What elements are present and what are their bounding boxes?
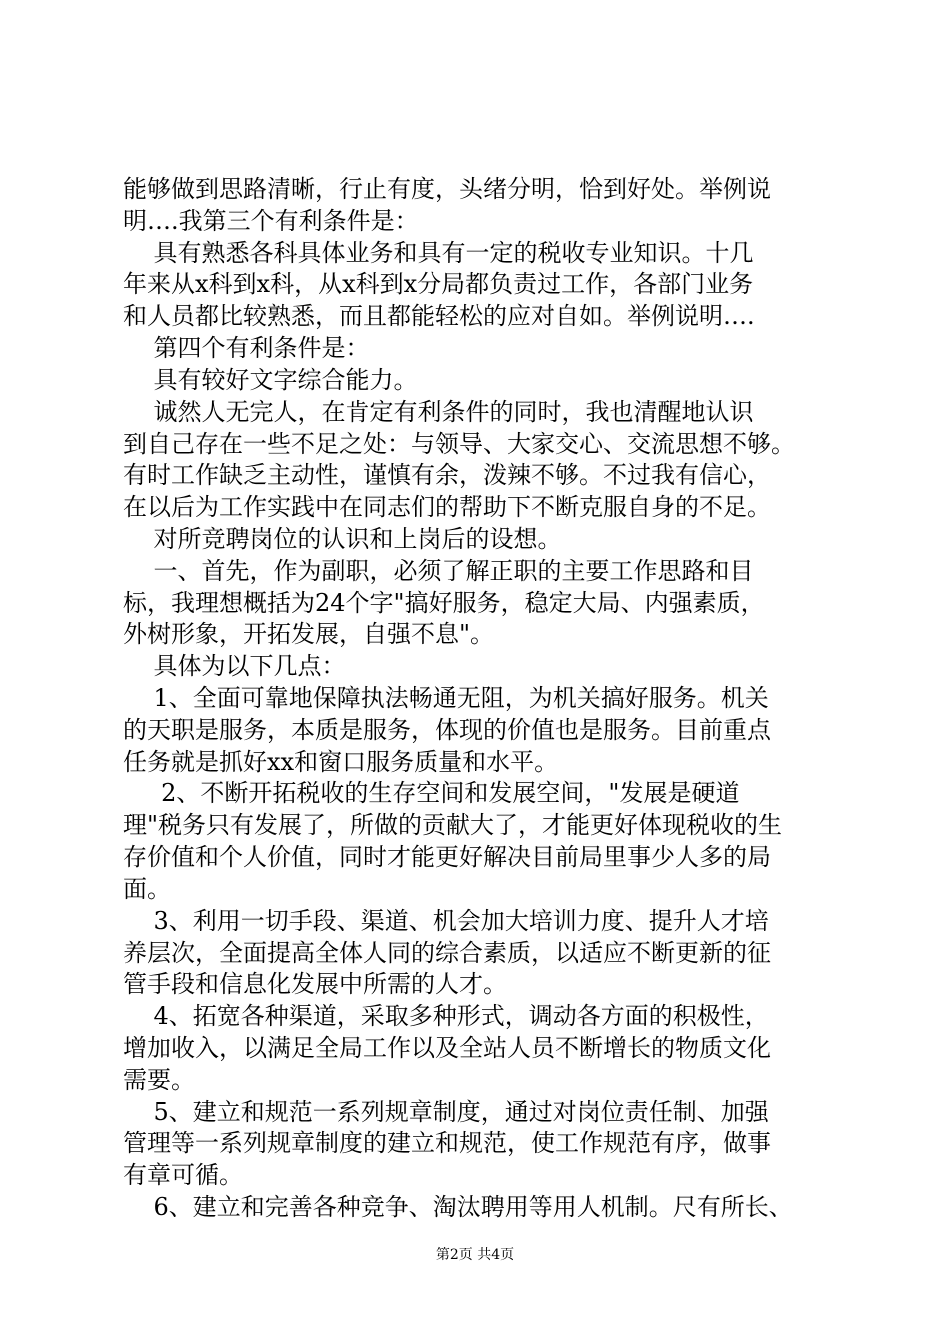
text-line-6: 第四个有利条件是： xyxy=(123,334,370,362)
text-line-24: 3、利用一切手段、渠道、机会加大培训力度、提升人才培 xyxy=(123,907,769,935)
text-line-20: 2、不断开拓税收的生存空间和发展空间，"发展是硬道 xyxy=(123,779,740,807)
text-line-33: 6、建立和完善各种竞争、淘汰聘用等用人机制。尺有所长、 xyxy=(123,1193,793,1221)
text-line-17: 1、全面可靠地保障执法畅通无阻，为机关搞好服务。机关 xyxy=(123,684,769,712)
text-line-1: 能够做到思路清晰，行止有度，头绪分明，恰到好处。举例说 xyxy=(123,175,771,203)
text-line-27: 4、拓宽各种渠道，采取多种形式，调动各方面的积极性， xyxy=(123,1002,769,1030)
text-line-19: 任务就是抓好xx和窗口服务质量和水平。 xyxy=(123,748,559,776)
text-line-25: 养层次，全面提高全体人同的综合素质，以适应不断更新的征 xyxy=(123,939,771,967)
text-line-7: 具有较好文字综合能力。 xyxy=(123,366,418,394)
text-line-11: 在以后为工作实践中在同志们的帮助下不断克服自身的不足。 xyxy=(123,493,771,521)
text-line-14: 标，我理想概括为24个字"搞好服务，稳定大局、内强素质， xyxy=(123,589,765,617)
text-line-4: 年来从x科到x科，从x科到x分局都负责过工作，各部门业务 xyxy=(123,270,754,298)
text-line-29: 需要。 xyxy=(123,1066,195,1094)
page-number-footer: 第2页 共4页 xyxy=(435,1247,515,1263)
text-line-13: 一、首先，作为副职，必须了解正职的主要工作思路和目 xyxy=(123,557,754,585)
text-line-8: 诚然人无完人，在肯定有利条件的同时，我也清醒地认识 xyxy=(123,398,754,426)
text-line-30: 5、建立和规范一系列规章制度，通过对岗位责任制、加强 xyxy=(123,1098,769,1126)
text-line-26: 管手段和信息化发展中所需的人才。 xyxy=(123,970,507,998)
text-line-9: 到自己存在一些不足之处：与领导、大家交心、交流思想不够。 xyxy=(123,430,795,458)
text-line-5: 和人员都比较熟悉，而且都能轻松的应对自如。举例说明…. xyxy=(123,302,755,330)
text-line-12: 对所竞聘岗位的认识和上岗后的设想。 xyxy=(123,525,562,553)
text-line-16: 具体为以下几点： xyxy=(123,652,346,680)
text-line-18: 的天职是服务，本质是服务，体现的价值也是服务。目前重点 xyxy=(123,716,771,744)
text-line-31: 管理等一系列规章制度的建立和规范，使工作规范有序，做事 xyxy=(123,1129,771,1157)
text-line-22: 存价值和个人价值，同时才能更好解决目前局里事少人多的局 xyxy=(123,843,771,871)
text-line-28: 增加收入，以满足全局工作以及全站人员不断增长的物质文化 xyxy=(123,1034,771,1062)
text-line-32: 有章可循。 xyxy=(123,1161,243,1189)
text-line-10: 有时工作缺乏主动性，谨慎有余，泼辣不够。不过我有信心， xyxy=(123,461,771,489)
text-line-15: 外树形象，开拓发展，自强不息"。 xyxy=(123,620,495,648)
text-line-23: 面。 xyxy=(123,875,171,903)
text-line-2: 明….我第三个有利条件是： xyxy=(123,207,419,235)
text-line-3: 具有熟悉各科具体业务和具有一定的税收专业知识。十几 xyxy=(123,239,754,267)
text-line-21: 理"税务只有发展了，所做的贡献大了，才能更好体现税收的生 xyxy=(123,811,783,839)
